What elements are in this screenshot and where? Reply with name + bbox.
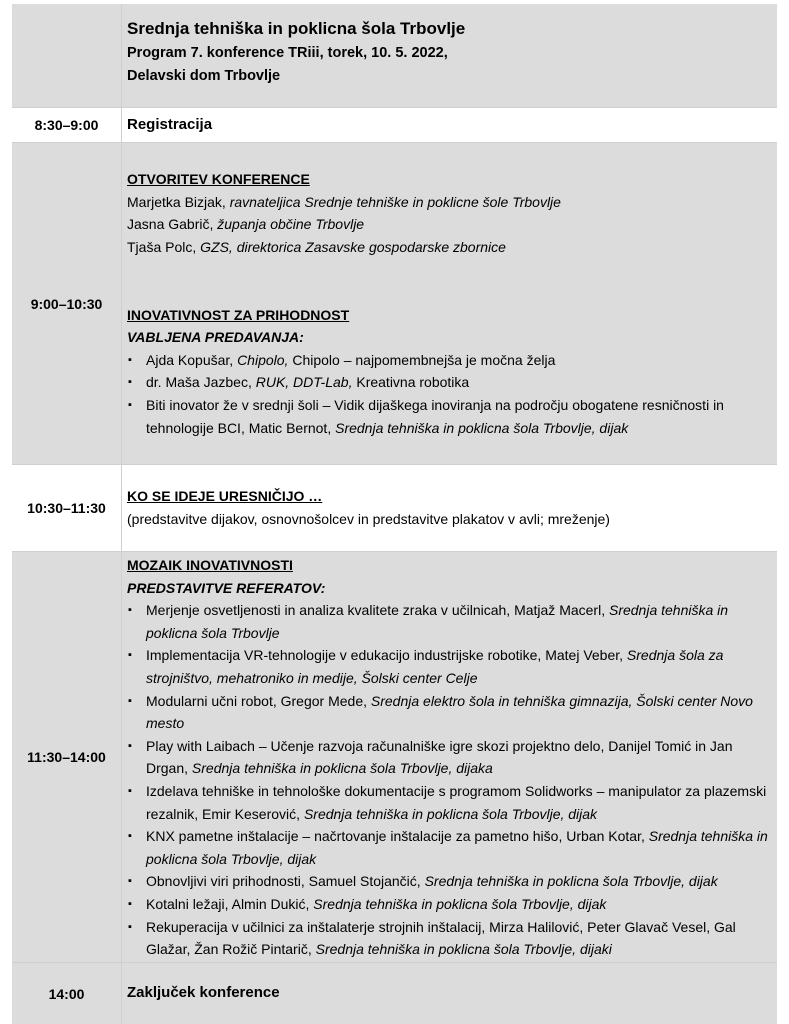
closing-content bbox=[122, 963, 777, 1024]
paper-title: Rekuperacija v učilnici za inštalaterje strojnih inštalacij, Mirza Halilović, Peter Glavač Vesel, Gal Glažar, Žan Rožič Pintarič, bbox=[146, 918, 736, 958]
talk-title: Chipolo – najpomembnejša je močna želja bbox=[288, 351, 556, 368]
paper-title: Modularni učni robot, Gregor Mede, bbox=[146, 692, 371, 709]
ideas-time: 10:30–11:30 bbox=[12, 465, 122, 551]
mosaic-time: 11:30–14:00 bbox=[12, 552, 122, 962]
papers-list bbox=[127, 599, 771, 961]
header-time-cell bbox=[12, 4, 122, 107]
registration-title: Registracija bbox=[127, 115, 213, 133]
list-item bbox=[127, 825, 771, 870]
paper-title: Play with Laibach – Učenje razvoja računalniške igre skozi projektno delo, Danijel Tomić in Jan Drgan, bbox=[146, 737, 733, 777]
paper-school: Srednja tehniška in poklicna šola Trbovlje, dijaka bbox=[191, 760, 493, 777]
registration-row bbox=[12, 108, 777, 143]
paper-title: Obnovljivi viri prihodnosti, Samuel Stojančić, bbox=[146, 873, 425, 890]
paper-school: Srednja tehniška in poklicna šola Trbovlje, dijak bbox=[424, 873, 718, 890]
list-item bbox=[127, 893, 771, 916]
speaker-item bbox=[127, 236, 771, 259]
talk-speaker: dr. Maša Jazbec, bbox=[146, 374, 256, 391]
ideas-row bbox=[12, 465, 777, 552]
paper-title: KNX pametne inštalacije – načrtovanje inštalacije za pametno hišo, Urban Kotar, bbox=[146, 828, 649, 845]
paper-school: Srednja tehniška in poklicna šola Trbovlje, dijaki bbox=[315, 941, 612, 958]
list-item bbox=[127, 916, 771, 961]
opening-content bbox=[122, 143, 777, 464]
paper-title: Izdelava tehniške in tehnološke dokumentacije s programom Solidworks – manipulator za plazemski rezalnik, Emir Keserović, bbox=[146, 782, 767, 822]
speaker-role: ravnateljica Srednje tehniške in poklicne šole Trbovlje bbox=[229, 193, 561, 210]
list-item bbox=[127, 371, 771, 394]
school-name: Srednja tehniška in poklicna šola Trbovlje bbox=[127, 19, 466, 38]
speaker-item bbox=[127, 191, 771, 214]
speaker-name: Marjetka Bizjak, bbox=[127, 193, 230, 210]
list-item bbox=[127, 780, 771, 825]
ideas-content bbox=[122, 465, 777, 551]
paper-school: Srednja tehniška in poklicna šola Trbovlje bbox=[146, 602, 729, 641]
paper-title: Implementacija VR-tehnologije v edukacijo industrijske robotike, Matej Veber, bbox=[146, 647, 627, 664]
speaker-item bbox=[127, 213, 771, 236]
speaker-name: Jasna Gabrič, bbox=[127, 216, 218, 233]
talk-org: Srednja tehniška in poklicna šola Trbovlje, dijak bbox=[335, 419, 629, 436]
closing-time: 14:00 bbox=[12, 963, 122, 1024]
invited-talks-list bbox=[127, 349, 771, 439]
list-item bbox=[127, 870, 771, 893]
ideas-heading: KO SE IDEJE URESNIČIJO … bbox=[127, 488, 323, 504]
talk-speaker: Ajda Kopušar, bbox=[146, 351, 238, 368]
list-item bbox=[127, 644, 771, 689]
talk-title: Kreativna robotika bbox=[352, 374, 470, 391]
speaker-name: Tjaša Polc, bbox=[127, 238, 201, 255]
closing-row bbox=[12, 963, 777, 1024]
list-item bbox=[127, 349, 771, 372]
closing-title: Zaključek konference bbox=[127, 984, 280, 1002]
opening-row bbox=[12, 143, 777, 465]
paper-school: Srednja elektro šola in tehniška gimnazija, Šolski center Novo mesto bbox=[146, 692, 753, 732]
mosaic-row bbox=[12, 552, 777, 963]
ideas-text: (predstavitve dijakov, osnovnošolcev in predstavitve plakatov v avli; mreženje) bbox=[127, 510, 610, 527]
mosaic-heading: MOZAIK INOVATIVNOSTI bbox=[127, 557, 293, 573]
venue: Delavski dom Trbovlje bbox=[127, 68, 281, 84]
invited-talks-heading: VABLJENA PREDAVANJA: bbox=[127, 329, 304, 346]
paper-school: Srednja tehniška in poklicna šola Trbovlje, dijak bbox=[313, 895, 607, 912]
talk-org: RUK, DDT-Lab, bbox=[255, 374, 353, 391]
paper-school: Srednja tehniška in poklicna šola Trbovlje, dijak bbox=[303, 805, 598, 822]
paper-school: Srednja tehniška in poklicna šola Trbovlje, dijak bbox=[146, 828, 768, 867]
list-item bbox=[127, 394, 771, 439]
list-item bbox=[127, 690, 771, 735]
list-item bbox=[127, 735, 771, 780]
opening-time: 9:00–10:30 bbox=[12, 143, 122, 464]
registration-content bbox=[122, 108, 777, 142]
list-item bbox=[127, 599, 771, 644]
innovation-heading: INOVATIVNOST ZA PRIHODNOST bbox=[127, 306, 350, 323]
papers-heading: PREDSTAVITVE REFERATOV: bbox=[127, 579, 326, 596]
mosaic-content bbox=[122, 552, 777, 962]
header-row bbox=[12, 4, 777, 108]
opening-heading: OTVORITEV KONFERENCE bbox=[127, 171, 310, 187]
speaker-role: županja občine Trbovlje bbox=[217, 216, 365, 233]
paper-school: Srednja šola za strojništvo, mehatroniko in medije, Šolski center Celje bbox=[146, 647, 724, 686]
paper-title: Merjenje osvetljenosti in analiza kvalitete zraka v učilnicah, Matjaž Macerl, bbox=[146, 602, 609, 619]
talk-org: Chipolo, bbox=[237, 351, 289, 368]
paper-title: Kotalni ležaji, Almin Dukić, bbox=[146, 895, 314, 912]
talk-title: Biti inovator že v srednji šoli – Vidik dijaškega inoviranja na področju obogatene resničnosti in tehnologije BCI, Matic Bernot, bbox=[146, 396, 724, 436]
spacer bbox=[127, 258, 771, 281]
header-content bbox=[122, 4, 777, 107]
speaker-role: GZS, direktorica Zasavske gospodarske zbornice bbox=[200, 238, 506, 255]
registration-time: 8:30–9:00 bbox=[12, 108, 122, 142]
spacer bbox=[127, 281, 771, 304]
program-title: Program 7. konference TRiii, torek, 10. 5. 2022, bbox=[127, 45, 448, 61]
